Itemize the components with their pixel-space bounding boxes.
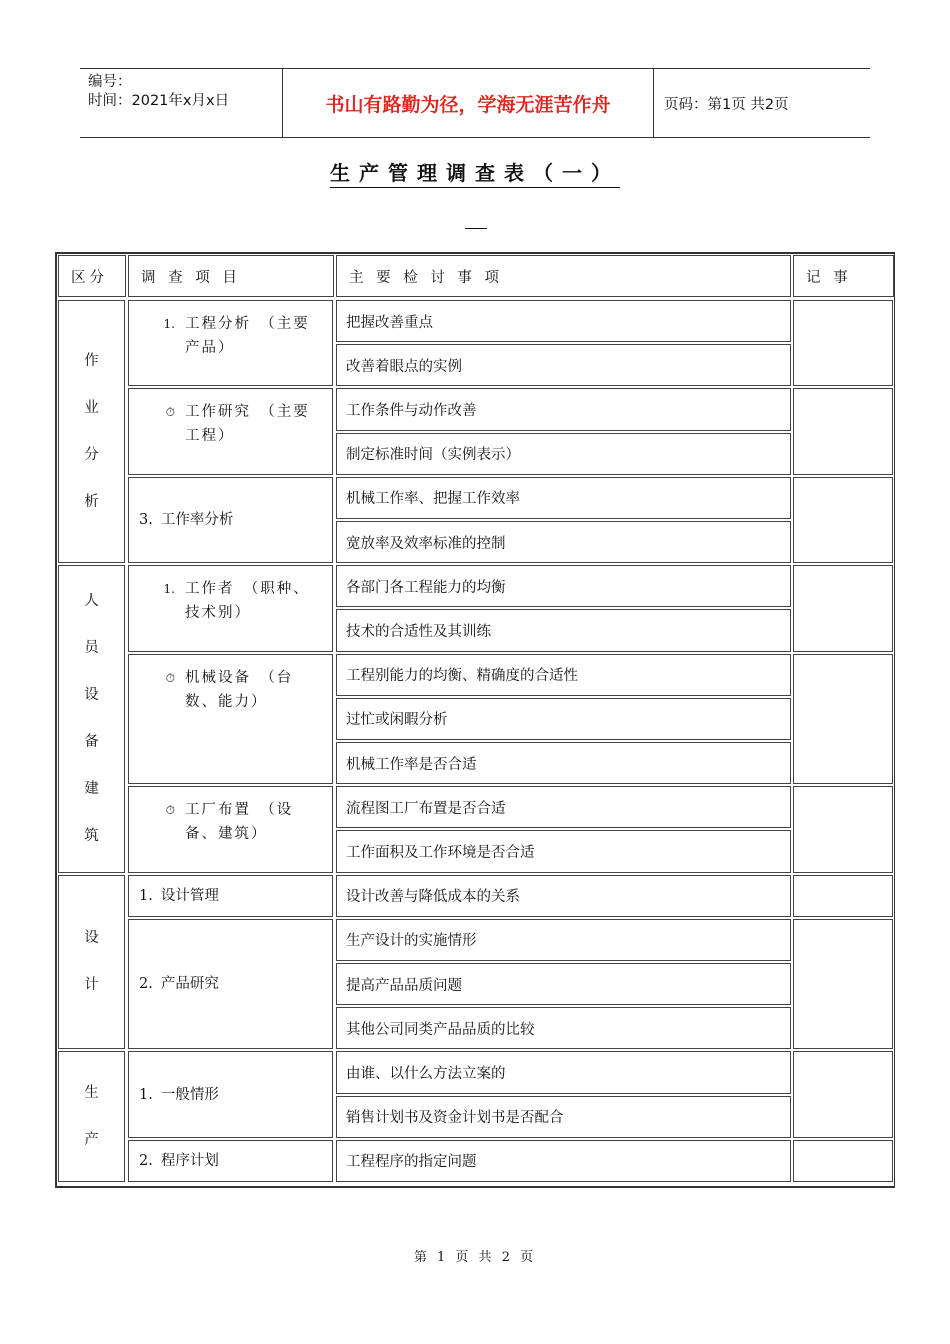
survey-item [128, 875, 333, 917]
document-time-label: 时间：2021年x月x日 [88, 93, 230, 109]
column-header-label: 记 事 [806, 269, 852, 286]
item-label: 产品研究 [160, 976, 219, 993]
title-dash [465, 228, 487, 229]
detail-text: 由谁、以什么方法立案的 [346, 1065, 506, 1082]
item-prefix: ⏱ [165, 405, 175, 420]
detail-text: 宽放率及效率标准的控制 [346, 535, 506, 552]
column-header-1 [128, 255, 334, 297]
area-char: 设 [84, 929, 99, 946]
detail-row [336, 433, 791, 475]
remarks-cell [793, 919, 893, 1050]
detail-text: 各部门各工程能力的均衡 [346, 579, 506, 596]
remarks-cell [793, 875, 893, 917]
detail-row [336, 654, 791, 696]
area-char: 设 [84, 686, 99, 703]
item-label: 设计管理 [160, 887, 219, 904]
column-header-3 [793, 255, 894, 297]
detail-row [336, 477, 791, 519]
area-char: 分 [84, 446, 99, 463]
detail-row [336, 1051, 791, 1093]
header-motto: 书山有路勤为径，学海无涯苦作舟 [282, 69, 654, 137]
survey-item [128, 786, 333, 872]
detail-row [336, 875, 791, 917]
survey-item [128, 919, 333, 1050]
item-label: 机械设备 （台数、能力） [185, 669, 294, 710]
area-cell [58, 300, 125, 563]
detail-text: 工程别能力的均衡、精确度的合适性 [346, 668, 578, 685]
survey-item [128, 300, 333, 386]
detail-row [336, 609, 791, 651]
item-prefix: 1. [139, 1086, 153, 1103]
detail-row [336, 344, 791, 386]
detail-row [336, 521, 791, 563]
detail-text: 把握改善重点 [346, 314, 433, 331]
detail-row [336, 388, 791, 430]
detail-text: 设计改善与降低成本的关系 [346, 889, 520, 906]
area-char: 建 [84, 780, 99, 797]
detail-text: 改善着眼点的实例 [346, 358, 462, 375]
survey-table [55, 252, 895, 1188]
detail-row [336, 565, 791, 607]
area-label [84, 578, 99, 860]
detail-text: 流程图工厂布置是否合适 [346, 800, 506, 817]
page-title-wrap [0, 157, 950, 186]
remarks-cell [793, 1140, 893, 1182]
area-char: 备 [84, 733, 99, 750]
detail-row [336, 963, 791, 1005]
area-cell [58, 1051, 125, 1182]
remarks-cell [793, 388, 893, 474]
item-prefix: 1. [139, 887, 153, 904]
detail-row [336, 300, 791, 342]
item-prefix: 1. [163, 317, 175, 331]
area-char: 作 [84, 352, 99, 369]
area-char: 计 [84, 976, 99, 993]
area-char: 人 [84, 592, 99, 609]
page-footer: 第 1 页 共 2 页 [413, 1250, 537, 1265]
detail-text: 机械工作率、把握工作效率 [346, 491, 520, 508]
column-header-0 [58, 255, 126, 297]
item-label: 工程分析 （主要产品） [185, 316, 310, 356]
detail-text: 工作面积及工作环境是否合适 [346, 844, 535, 861]
detail-row [336, 1007, 791, 1049]
detail-text: 机械工作率是否合适 [346, 756, 477, 773]
detail-row [336, 919, 791, 961]
item-label: 工作研究 （主要工程） [185, 404, 310, 445]
remarks-cell [793, 1051, 893, 1137]
detail-row [336, 742, 791, 784]
remarks-cell [793, 565, 893, 651]
remarks-cell [793, 300, 893, 386]
item-label: 程序计划 [160, 1152, 219, 1169]
area-cell [58, 565, 125, 872]
survey-item [128, 477, 333, 563]
detail-text: 生产设计的实施情形 [346, 933, 477, 950]
page-title: 生产管理调查表（一） [330, 161, 620, 188]
item-label: 工厂布置 （设备、建筑） [185, 802, 294, 843]
header-page-label: 页码：第1页 共2页 [664, 96, 789, 113]
document-header [80, 68, 870, 138]
area-char: 析 [84, 493, 99, 510]
detail-text: 技术的合适性及其训练 [346, 623, 491, 640]
area-char: 员 [84, 639, 99, 656]
survey-item [128, 565, 333, 651]
area-char: 产 [84, 1131, 99, 1148]
area-char: 筑 [84, 827, 99, 844]
column-header-label: 主 要 检 讨 事 项 [349, 269, 504, 286]
item-prefix: ⏱ [165, 670, 175, 685]
column-header-2 [336, 255, 791, 297]
remarks-cell [793, 477, 893, 563]
column-header-label: 调 查 项 目 [141, 269, 241, 286]
detail-text: 工作条件与动作改善 [346, 402, 477, 419]
item-prefix: ⏱ [165, 803, 175, 818]
item-prefix: 2. [139, 1152, 153, 1169]
detail-text: 制定标准时间（实例表示） [346, 447, 520, 464]
header-meta [80, 69, 282, 137]
area-label [84, 1070, 99, 1164]
item-label: 工作者 （职种、技术别） [185, 581, 310, 622]
item-label: 一般情形 [160, 1086, 219, 1103]
document-number-label: 编号： [88, 74, 132, 90]
survey-item [128, 654, 333, 785]
area-cell [58, 875, 125, 1050]
remarks-cell [793, 654, 893, 785]
item-prefix: 1. [163, 582, 175, 597]
item-prefix: 2. [139, 976, 153, 993]
area-char: 业 [84, 399, 99, 416]
detail-text: 其他公司同类产品品质的比较 [346, 1021, 535, 1038]
detail-text: 销售计划书及资金计划书是否配合 [346, 1110, 564, 1127]
detail-text: 过忙或闲暇分析 [346, 712, 448, 729]
survey-item [128, 388, 333, 474]
area-char: 生 [84, 1084, 99, 1101]
item-prefix: 3. [139, 511, 153, 528]
area-label [84, 915, 99, 1009]
detail-text: 工程程序的指定问题 [346, 1154, 477, 1171]
detail-row [336, 698, 791, 740]
detail-row [336, 786, 791, 828]
detail-row [336, 830, 791, 872]
detail-text: 提高产品品质问题 [346, 977, 462, 994]
item-label: 工作率分析 [160, 511, 234, 528]
survey-item [128, 1140, 333, 1182]
column-header-label: 区分 [71, 269, 108, 286]
area-label [84, 338, 99, 526]
survey-item [128, 1051, 333, 1137]
detail-row [336, 1096, 791, 1138]
remarks-cell [793, 786, 893, 872]
detail-row [336, 1140, 791, 1182]
